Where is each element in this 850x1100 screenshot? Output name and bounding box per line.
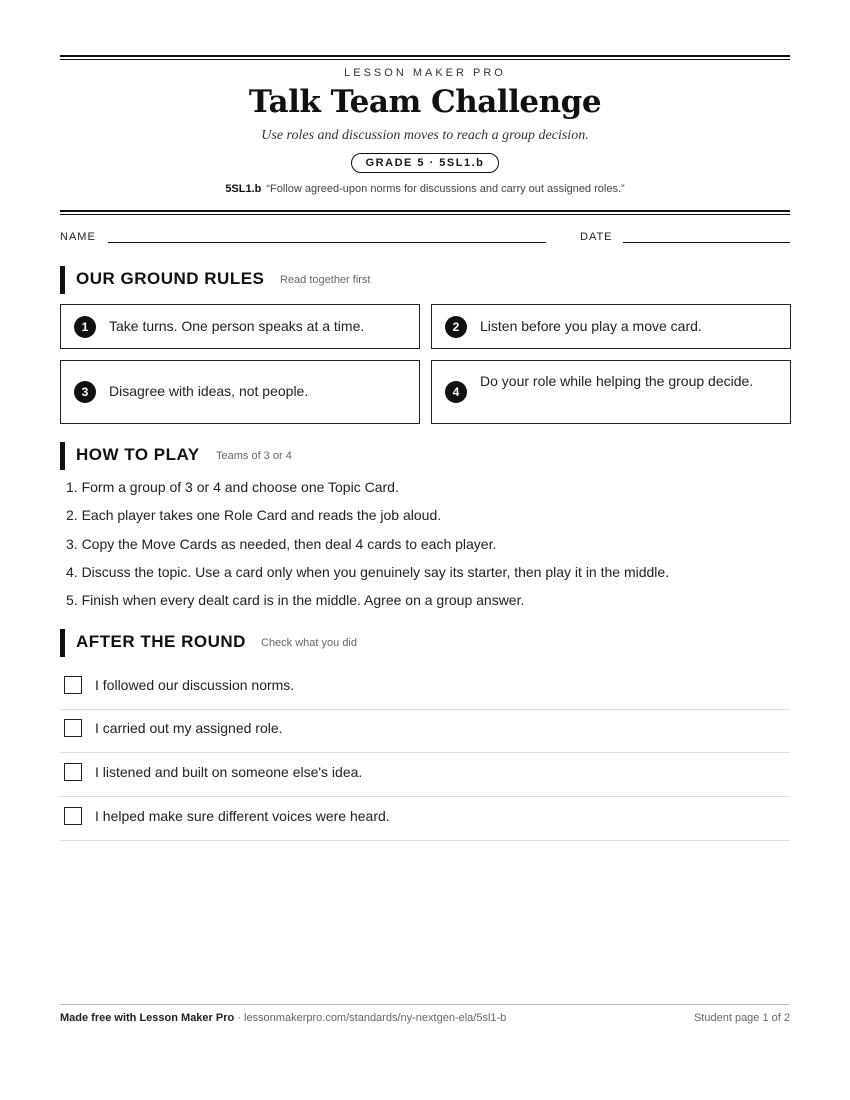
rule-number-badge: 3 bbox=[74, 381, 96, 403]
step-item: 2. Each player takes one Role Card and reads the job aloud. bbox=[66, 507, 442, 524]
section-bar bbox=[60, 442, 65, 470]
checklist-item bbox=[60, 709, 790, 753]
section-bar bbox=[60, 266, 65, 294]
ground-rule-card bbox=[431, 360, 791, 424]
checklist-item bbox=[60, 797, 790, 841]
rule-text: Disagree with ideas, not people. bbox=[109, 383, 309, 399]
footer-rule bbox=[60, 1004, 790, 1005]
header-bottom-rule bbox=[60, 210, 790, 215]
section-title: HOW TO PLAY bbox=[76, 445, 200, 464]
worksheet-page bbox=[60, 0, 790, 1100]
section-bar bbox=[60, 629, 65, 657]
standard-code: 5SL1.b bbox=[225, 183, 262, 195]
checkbox[interactable] bbox=[64, 719, 82, 737]
grade-badge-wrap bbox=[60, 153, 790, 173]
section-title: AFTER THE ROUND bbox=[76, 632, 246, 651]
footer-url[interactable]: · lessonmakerpro.com/standards/ny-nextgen-ela/5sl1-b bbox=[237, 1012, 507, 1024]
section-title: OUR GROUND RULES bbox=[76, 269, 265, 288]
brand-name: LESSON MAKER PRO bbox=[344, 67, 506, 79]
checklist-label: I followed our discussion norms. bbox=[95, 677, 295, 693]
checklist-label: I listened and built on someone else's idea. bbox=[95, 764, 363, 780]
checkbox[interactable] bbox=[64, 807, 82, 825]
rule-number-badge: 4 bbox=[445, 381, 467, 403]
checklist-label: I carried out my assigned role. bbox=[95, 720, 283, 736]
footer-credit bbox=[60, 1012, 506, 1024]
checklist-item bbox=[60, 753, 790, 797]
header-top-rule bbox=[60, 55, 790, 60]
checklist-label: I helped make sure different voices were heard. bbox=[95, 808, 390, 824]
date-field[interactable] bbox=[623, 242, 790, 243]
rule-text: Listen before you play a move card. bbox=[480, 318, 702, 334]
rule-text: Do your role while helping the group decide. bbox=[480, 373, 754, 389]
checkbox[interactable] bbox=[64, 676, 82, 694]
standard-text: “Follow agreed-upon norms for discussions and carry out assigned roles.” bbox=[266, 183, 625, 195]
grade-badge: GRADE 5 · 5SL1.b bbox=[351, 153, 500, 173]
date-label: DATE bbox=[580, 231, 613, 243]
name-label: NAME bbox=[60, 231, 96, 243]
standard-line bbox=[60, 183, 790, 195]
ground-rule-card bbox=[60, 304, 420, 349]
footer-page-number: Student page 1 of 2 bbox=[693, 1012, 790, 1024]
step-item: 3. Copy the Move Cards as needed, then deal 4 cards to each player. bbox=[66, 535, 497, 552]
step-item: 1. Form a group of 3 or 4 and choose one Topic Card. bbox=[66, 479, 399, 495]
how-to-play-steps bbox=[66, 476, 786, 617]
checklist-item bbox=[60, 666, 790, 710]
name-field[interactable] bbox=[108, 242, 546, 243]
ground-rule-card bbox=[431, 304, 791, 349]
rule-number-badge: 2 bbox=[445, 316, 467, 338]
checkbox[interactable] bbox=[64, 763, 82, 781]
ground-rule-card bbox=[60, 360, 420, 424]
footer-brand: Made free with Lesson Maker Pro bbox=[60, 1012, 235, 1024]
section-hint: Teams of 3 or 4 bbox=[216, 450, 292, 462]
step-item: 5. Finish when every dealt card is in the middle. Agree on a group answer. bbox=[66, 592, 525, 609]
section-hint: Check what you did bbox=[261, 637, 357, 649]
rule-number-badge: 1 bbox=[74, 316, 96, 338]
rule-text: Take turns. One person speaks at a time. bbox=[109, 318, 365, 334]
page-title: Talk Team Challenge bbox=[248, 84, 602, 120]
section-hint: Read together first bbox=[280, 274, 371, 286]
page-subtitle: Use roles and discussion moves to reach a group decision. bbox=[261, 128, 589, 143]
step-item: 4. Discuss the topic. Use a card only when you genuinely say its starter, then play it in the middle. bbox=[66, 563, 670, 580]
